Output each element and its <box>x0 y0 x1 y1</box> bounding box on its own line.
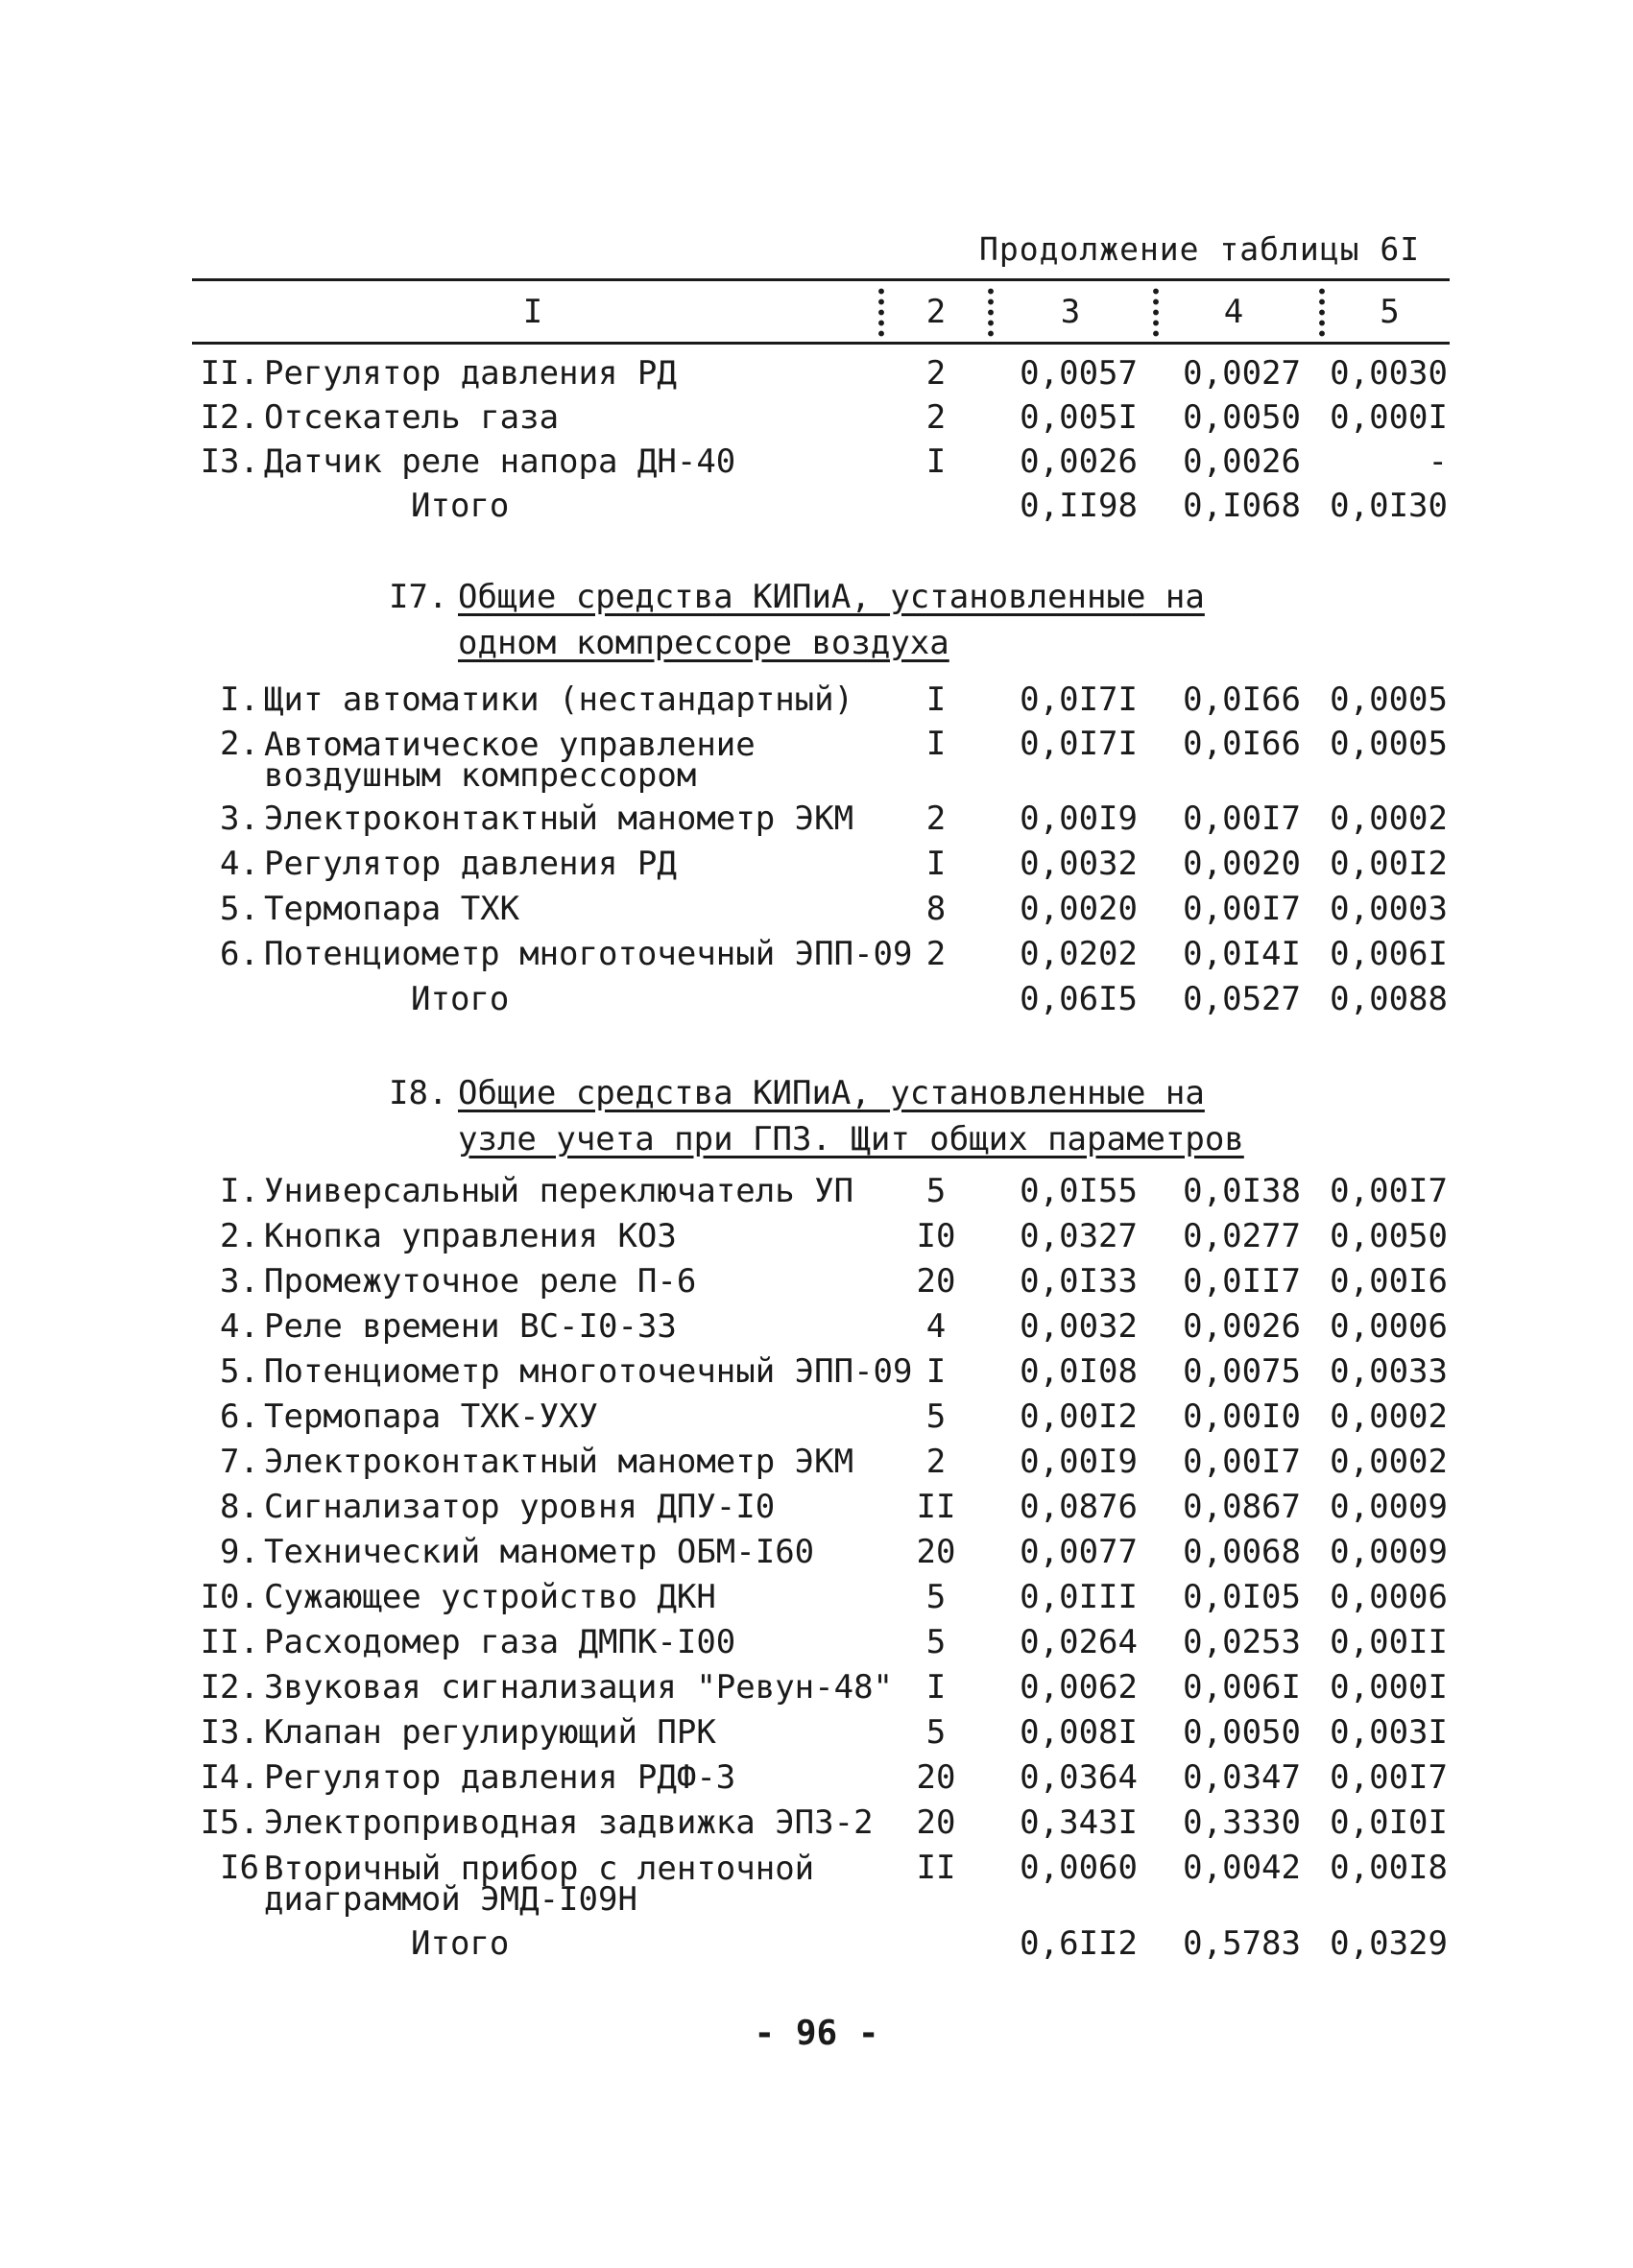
item-quantity: I0 <box>916 1217 956 1255</box>
table-row <box>0 1575 1633 1619</box>
table-row <box>0 440 1633 484</box>
item-name: Щит автоматики (нестандартный) <box>264 680 854 719</box>
value-col-4: 0,0527 <box>1183 980 1301 1018</box>
value-col-4: 0,0050 <box>1183 398 1301 437</box>
value-col-5: 0,0009 <box>1330 1488 1448 1526</box>
item-quantity: 5 <box>925 1623 947 1661</box>
table-row <box>0 1259 1633 1303</box>
value-col-5: 0,0005 <box>1330 680 1448 719</box>
value-col-3: 0,0264 <box>1020 1623 1138 1661</box>
item-name: Универсальный переключатель УП <box>264 1172 854 1210</box>
value-col-3: 0,0327 <box>1020 1217 1138 1255</box>
section-title: Общие средства КИПиА, установленные на <box>458 578 1205 616</box>
value-col-3: 0,0020 <box>1020 890 1138 928</box>
row-number: 6. <box>220 1397 259 1436</box>
value-col-4: 0,0253 <box>1183 1623 1301 1661</box>
value-col-4: 0,00I7 <box>1183 890 1301 928</box>
item-name: Промежуточное реле П-6 <box>264 1262 697 1301</box>
value-col-3: 0,00I9 <box>1020 800 1138 838</box>
item-name: Итого <box>411 980 510 1018</box>
value-col-5: 0,000I <box>1330 398 1448 437</box>
section-number: I8. <box>389 1074 448 1112</box>
item-quantity: I <box>925 680 947 719</box>
value-col-5: 0,0002 <box>1330 1397 1448 1436</box>
value-col-4: 0,0II7 <box>1183 1262 1301 1301</box>
value-col-4: 0,0027 <box>1183 354 1301 393</box>
value-col-3: 0,008I <box>1020 1713 1138 1752</box>
value-col-4: 0,0042 <box>1183 1849 1301 1887</box>
row-number: I3. <box>200 1713 259 1752</box>
value-col-5: 0,00I8 <box>1330 1849 1448 1887</box>
table-row <box>0 1214 1633 1258</box>
table-row <box>0 1485 1633 1529</box>
value-col-4: 0,5783 <box>1183 1924 1301 1963</box>
value-col-5: 0,00II <box>1330 1623 1448 1661</box>
value-col-4: 0,0I38 <box>1183 1172 1301 1210</box>
header-separator <box>1318 286 1326 340</box>
value-col-5: 0,00I7 <box>1330 1172 1448 1210</box>
value-col-5: 0,00I2 <box>1330 845 1448 883</box>
value-col-4: 0,0I66 <box>1183 680 1301 719</box>
table-row <box>0 395 1633 440</box>
section-title: Общие средства КИПиА, установленные на <box>458 1074 1205 1112</box>
value-col-3: 0,0026 <box>1020 442 1138 481</box>
row-number: II. <box>200 1623 259 1661</box>
value-col-3: 0,0032 <box>1020 1307 1138 1346</box>
item-name: Термопара ТХК-УХУ <box>264 1397 598 1436</box>
item-quantity: 8 <box>925 890 947 928</box>
row-number: I0. <box>200 1578 259 1616</box>
value-col-5: 0,0I0I <box>1330 1803 1448 1842</box>
item-name: Итого <box>411 1924 510 1963</box>
table-row <box>0 1801 1633 1845</box>
value-col-5: 0,0329 <box>1330 1924 1448 1963</box>
value-col-3: 0,06I5 <box>1020 980 1138 1018</box>
value-col-5: 0,0006 <box>1330 1307 1448 1346</box>
row-number: 3. <box>220 800 259 838</box>
item-quantity: I <box>925 1352 947 1391</box>
value-col-5: 0,0030 <box>1330 354 1448 393</box>
value-col-4: 0,0020 <box>1183 845 1301 883</box>
value-col-4: 0,00I7 <box>1183 1443 1301 1481</box>
table-row <box>0 797 1633 841</box>
value-col-5: 0,0002 <box>1330 800 1448 838</box>
header-separator <box>1152 286 1160 340</box>
item-name: Потенциометр многоточечный ЭПП-09 <box>264 935 913 973</box>
total-row <box>0 484 1633 528</box>
value-col-3: 0,00I2 <box>1020 1397 1138 1436</box>
row-number: I2. <box>200 1668 259 1707</box>
value-col-4: 0,0277 <box>1183 1217 1301 1255</box>
item-name: Электроконтактный манометр ЭКМ <box>264 1443 854 1481</box>
value-col-4: 0,0347 <box>1183 1758 1301 1797</box>
table-row <box>0 1755 1633 1800</box>
value-col-4: 0,0I05 <box>1183 1578 1301 1616</box>
item-quantity: 20 <box>916 1533 956 1571</box>
value-col-5: 0,00I7 <box>1330 1758 1448 1797</box>
value-col-4: 0,0050 <box>1183 1713 1301 1752</box>
value-col-4: 0,0068 <box>1183 1533 1301 1571</box>
item-quantity: 5 <box>925 1713 947 1752</box>
item-quantity: II <box>916 1849 956 1887</box>
item-quantity: 2 <box>925 1443 947 1481</box>
header-col-4: 4 <box>1223 293 1244 331</box>
table-row <box>0 1846 1633 1919</box>
item-quantity: 2 <box>925 354 947 393</box>
row-number: 5. <box>220 890 259 928</box>
value-col-3: 0,0876 <box>1020 1488 1138 1526</box>
item-name: Электроприводная задвижка ЭПЗ-2 <box>264 1803 874 1842</box>
value-col-3: 0,6II2 <box>1020 1924 1138 1963</box>
header-col-3: 3 <box>1060 293 1081 331</box>
value-col-5: - <box>1428 442 1448 481</box>
table-row <box>0 678 1633 722</box>
value-col-4: 0,0867 <box>1183 1488 1301 1526</box>
value-col-3: 0,005I <box>1020 398 1138 437</box>
row-number: I. <box>220 1172 259 1210</box>
table-row <box>0 1169 1633 1213</box>
table-row <box>0 722 1633 795</box>
header-col-5: 5 <box>1380 293 1400 331</box>
total-row <box>0 1922 1633 1966</box>
value-col-5: 0,006I <box>1330 935 1448 973</box>
value-col-3: 0,0I55 <box>1020 1172 1138 1210</box>
value-col-4: 0,I068 <box>1183 487 1301 525</box>
value-col-5: 0,0009 <box>1330 1533 1448 1571</box>
value-col-4: 0,0075 <box>1183 1352 1301 1391</box>
item-name: Звуковая сигнализация "Ревун-48" <box>264 1668 894 1707</box>
value-col-3: 0,0077 <box>1020 1533 1138 1571</box>
value-col-3: 0,0III <box>1020 1578 1138 1616</box>
section-number: I7. <box>389 578 448 616</box>
header-separator <box>877 286 885 340</box>
header-bottom-rule <box>192 342 1450 345</box>
item-name: Клапан регулирующий ПРК <box>264 1713 716 1752</box>
value-col-4: 0,0I66 <box>1183 725 1301 763</box>
item-quantity: I <box>925 725 947 763</box>
item-quantity: 5 <box>925 1397 947 1436</box>
item-quantity: 2 <box>925 398 947 437</box>
row-number: I3. <box>200 442 259 481</box>
row-number: I4. <box>200 1758 259 1797</box>
value-col-5: 0,0006 <box>1330 1578 1448 1616</box>
value-col-3: 0,0202 <box>1020 935 1138 973</box>
value-col-3: 0,0I7I <box>1020 725 1138 763</box>
value-col-3: 0,0I7I <box>1020 680 1138 719</box>
item-quantity: 4 <box>925 1307 947 1346</box>
value-col-5: 0,003I <box>1330 1713 1448 1752</box>
header-top-rule <box>192 278 1450 281</box>
item-name: Отсекатель газа <box>264 398 560 437</box>
item-name: Технический манометр ОБМ-I60 <box>264 1533 815 1571</box>
row-number: I2. <box>200 398 259 437</box>
item-name: Потенциометр многоточечный ЭПП-09 <box>264 1352 913 1391</box>
header-col-1: I <box>522 293 543 331</box>
table-caption: Продолжение таблицы 6I <box>979 230 1421 268</box>
value-col-3: 0,0057 <box>1020 354 1138 393</box>
item-quantity: 5 <box>925 1578 947 1616</box>
value-col-5: 0,0033 <box>1330 1352 1448 1391</box>
value-col-5: 0,000I <box>1330 1668 1448 1707</box>
item-quantity: 20 <box>916 1758 956 1797</box>
value-col-4: 0,006I <box>1183 1668 1301 1707</box>
item-quantity: 2 <box>925 800 947 838</box>
row-number: 8. <box>220 1488 259 1526</box>
value-col-3: 0,II98 <box>1020 487 1138 525</box>
row-number: 9. <box>220 1533 259 1571</box>
value-col-3: 0,0I33 <box>1020 1262 1138 1301</box>
item-name: Регулятор давления РД <box>264 845 677 883</box>
value-col-5: 0,00I6 <box>1330 1262 1448 1301</box>
row-number: I5. <box>200 1803 259 1842</box>
item-name: Итого <box>411 487 510 525</box>
value-col-5: 0,0005 <box>1330 725 1448 763</box>
item-name: Регулятор давления РД <box>264 354 677 393</box>
row-number: 2. <box>220 1217 259 1255</box>
item-quantity: I <box>925 1668 947 1707</box>
value-col-4: 0,0I4I <box>1183 935 1301 973</box>
value-col-4: 0,0026 <box>1183 442 1301 481</box>
item-quantity: I <box>925 442 947 481</box>
value-col-3: 0,343I <box>1020 1803 1138 1842</box>
item-quantity: 2 <box>925 935 947 973</box>
item-name: Термопара ТХК <box>264 890 520 928</box>
table-row <box>0 1304 1633 1349</box>
row-number: 5. <box>220 1352 259 1391</box>
value-col-4: 0,00I0 <box>1183 1397 1301 1436</box>
item-name: Автоматическое управление воздушным компрессором <box>264 726 756 795</box>
table-row <box>0 1665 1633 1709</box>
table-row <box>0 1710 1633 1755</box>
value-col-3: 0,0I08 <box>1020 1352 1138 1391</box>
page-number: - 96 - <box>754 2014 879 2053</box>
value-col-3: 0,0060 <box>1020 1849 1138 1887</box>
value-col-5: 0,0I30 <box>1330 487 1448 525</box>
value-col-4: 0,0026 <box>1183 1307 1301 1346</box>
value-col-4: 0,3330 <box>1183 1803 1301 1842</box>
table-row <box>0 1620 1633 1664</box>
item-quantity: I <box>925 845 947 883</box>
value-col-3: 0,0032 <box>1020 845 1138 883</box>
item-name: Электроконтактный манометр ЭКМ <box>264 800 854 838</box>
section-title: узле учета при ГПЗ. Щит общих параметров <box>458 1120 1244 1158</box>
table-row <box>0 1530 1633 1574</box>
section-heading <box>389 574 1253 666</box>
total-row <box>0 977 1633 1021</box>
item-name: Сужающее устройство ДКН <box>264 1578 716 1616</box>
item-name: Расходомер газа ДМПК-I00 <box>264 1623 736 1661</box>
value-col-5: 0,0002 <box>1330 1443 1448 1481</box>
row-number: 2. <box>220 725 259 763</box>
value-col-5: 0,0050 <box>1330 1217 1448 1255</box>
table-row <box>0 351 1633 395</box>
value-col-3: 0,00I9 <box>1020 1443 1138 1481</box>
item-name: Реле времени ВС-I0-33 <box>264 1307 677 1346</box>
row-number: I. <box>220 680 259 719</box>
item-quantity: 5 <box>925 1172 947 1210</box>
row-number: 4. <box>220 845 259 883</box>
item-name: Вторичный прибор с ленточной диаграммой ЭМД-I09Н <box>264 1850 815 1919</box>
value-col-5: 0,0088 <box>1330 980 1448 1018</box>
table-row <box>0 1395 1633 1439</box>
table-row <box>0 842 1633 886</box>
row-number: II. <box>200 354 259 393</box>
value-col-4: 0,00I7 <box>1183 800 1301 838</box>
item-quantity: 20 <box>916 1262 956 1301</box>
table-row <box>0 1440 1633 1484</box>
row-number: 7. <box>220 1443 259 1481</box>
value-col-3: 0,0364 <box>1020 1758 1138 1797</box>
row-number: 4. <box>220 1307 259 1346</box>
row-number: I6 <box>220 1849 259 1887</box>
table-row <box>0 887 1633 931</box>
section-heading <box>389 1070 1301 1162</box>
table-row <box>0 1349 1633 1394</box>
item-name: Регулятор давления РДФ-3 <box>264 1758 736 1797</box>
row-number: 3. <box>220 1262 259 1301</box>
item-name: Кнопка управления КОЗ <box>264 1217 677 1255</box>
item-name: Сигнализатор уровня ДПУ-I0 <box>264 1488 776 1526</box>
row-number: 6. <box>220 935 259 973</box>
item-quantity: II <box>916 1488 956 1526</box>
item-quantity: 20 <box>916 1803 956 1842</box>
table-row <box>0 932 1633 976</box>
section-title: одном компрессоре воздуха <box>458 624 949 662</box>
header-col-2: 2 <box>925 293 947 331</box>
item-name: Датчик реле напора ДН-40 <box>264 442 736 481</box>
value-col-3: 0,0062 <box>1020 1668 1138 1707</box>
value-col-5: 0,0003 <box>1330 890 1448 928</box>
